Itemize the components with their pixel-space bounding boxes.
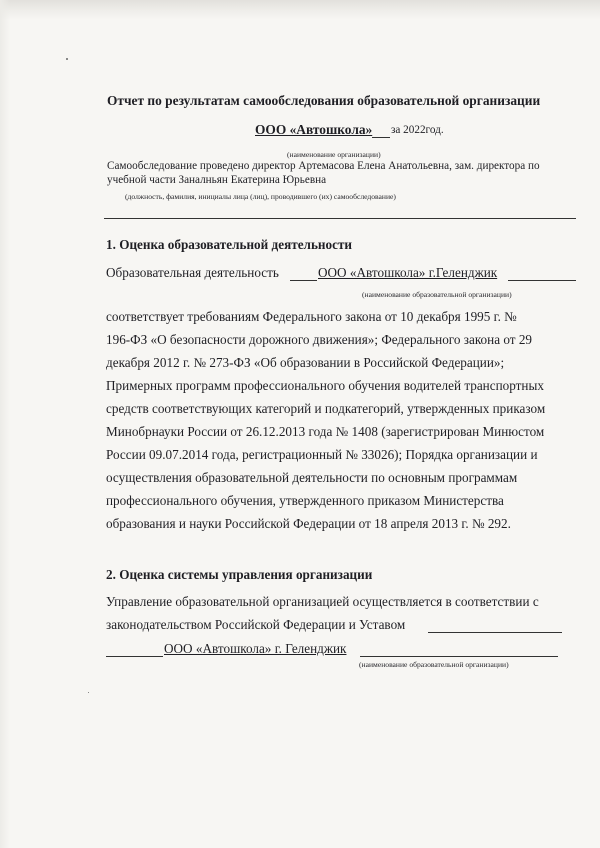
body-line: соответствует требованиям Федерального закона от 10 декабря 1995 г. № bbox=[106, 309, 517, 324]
scan-speck bbox=[88, 692, 89, 693]
section-2-org-caption: (наименование образовательной организации) bbox=[359, 660, 509, 669]
fill-underline bbox=[360, 656, 558, 657]
section-1-heading: 1. Оценка образовательной деятельности bbox=[106, 237, 353, 252]
body-line: законодательством Российской Федерации и Уставом bbox=[106, 617, 406, 632]
conducted-by-line-2: учебной части Заналньян Екатерина Юрьевна bbox=[107, 174, 327, 186]
body-line: осуществления образовательной деятельности по основным программам bbox=[106, 470, 518, 485]
body-line: Примерных программ профессионального обучения водителей транспортных bbox=[106, 378, 544, 393]
section-divider bbox=[104, 218, 576, 219]
body-line: профессионального обучения, утвержденного приказом Министерства bbox=[106, 493, 504, 508]
body-line: Минобрнауки России от 26.12.2013 года № 1408 (зарегистрирован Минюстом bbox=[106, 424, 545, 439]
scan-speck bbox=[66, 58, 68, 60]
fill-underline bbox=[508, 280, 576, 281]
section-2-org-name: ООО «Автошкола» г. Геленджик bbox=[164, 641, 347, 656]
body-line: 196-ФЗ «О безопасности дорожного движения»; Федерального закона от 29 bbox=[106, 332, 533, 347]
fill-underline bbox=[428, 632, 562, 633]
section-1-intro-label: Образовательная деятельность bbox=[106, 265, 279, 280]
org-name-caption: (наименование организации) bbox=[287, 150, 381, 159]
body-line: России 09.07.2014 года, регистрационный № 33026); Порядка организации и bbox=[106, 447, 538, 462]
fill-underline bbox=[290, 280, 317, 281]
fill-underline bbox=[106, 656, 163, 657]
section-2-heading: 2. Оценка системы управления организации bbox=[106, 567, 373, 582]
section-1-org-caption: (наименование образовательной организации) bbox=[362, 290, 512, 299]
body-line: образования и науки Российской Федерации от 18 апреля 2013 г. № 292. bbox=[106, 516, 511, 531]
conducted-by-caption: (должность, фамилия, инициалы лица (лиц), проводившего (их) самообследование) bbox=[125, 192, 396, 201]
body-line: декабря 2012 г. № 273-ФЗ «Об образовании в Российской Федерации»; bbox=[106, 355, 505, 370]
report-title: Отчет по результатам самообследования образовательной организации bbox=[107, 93, 541, 108]
scan-shadow-left bbox=[0, 0, 10, 848]
org-name-title: ООО «Автошкола» bbox=[255, 122, 373, 137]
fill-underline bbox=[372, 137, 390, 138]
scan-shadow-top bbox=[0, 0, 600, 20]
body-line: средств соответствующих категорий и подкатегорий, утвержденных приказом bbox=[106, 401, 546, 416]
report-year: за 2022год. bbox=[391, 124, 444, 136]
body-line: Управление образовательной организацией осуществляется в соответствии с bbox=[106, 594, 539, 609]
conducted-by-line-1: Самообследование проведено директор Артемасова Елена Анатольевна, зам. директора по bbox=[107, 160, 540, 172]
section-1-org-name: ООО «Автошкола» г.Геленджик bbox=[318, 265, 498, 280]
